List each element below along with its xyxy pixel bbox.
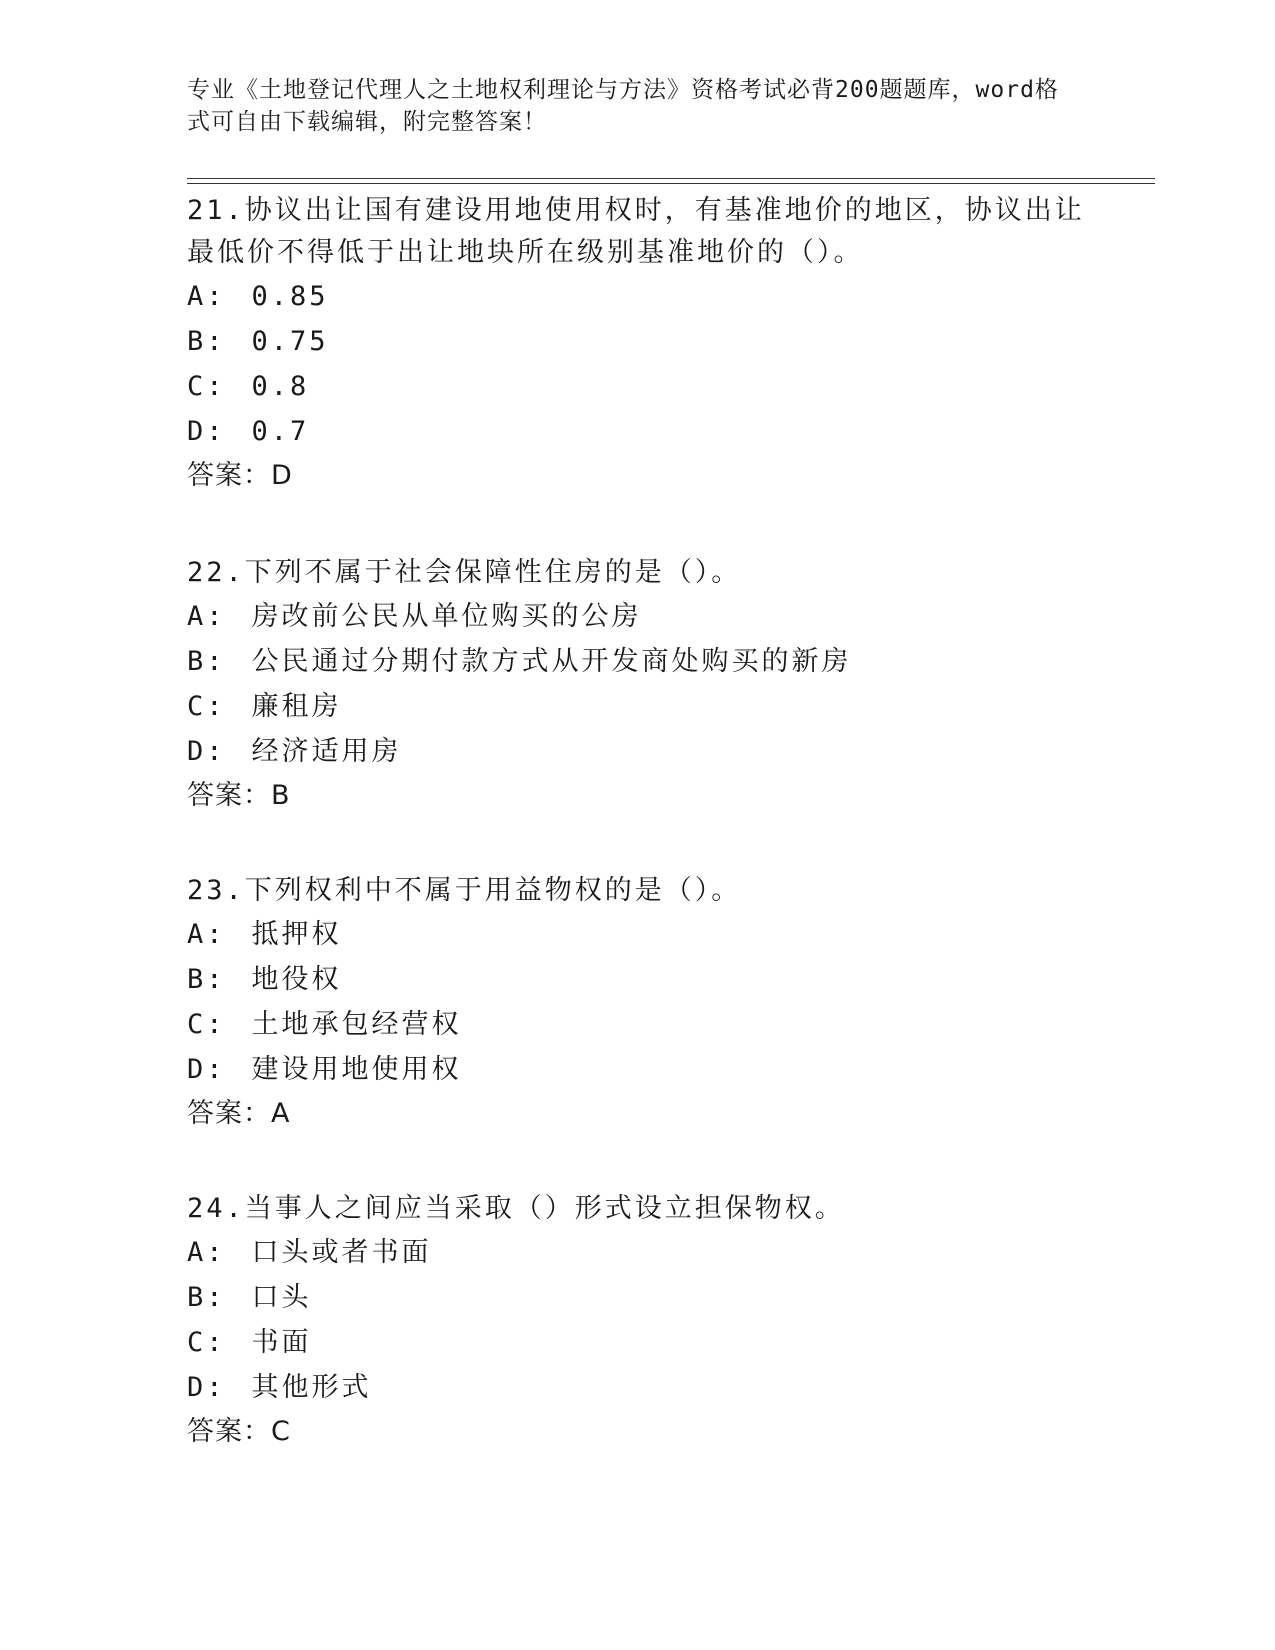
header-divider-top xyxy=(187,178,1155,179)
option-b xyxy=(187,1275,1087,1320)
option-c xyxy=(187,684,1087,729)
option-text: 0.85 xyxy=(251,281,329,312)
option-a xyxy=(187,594,1087,639)
option-letter: C: xyxy=(187,1009,226,1040)
option-text: 土地承包经营权 xyxy=(251,1009,462,1040)
option-a xyxy=(187,1230,1087,1275)
answer-line: 答案：D xyxy=(187,460,293,491)
option-text: 建设用地使用权 xyxy=(251,1054,462,1085)
option-b xyxy=(187,319,1087,364)
option-letter: A: xyxy=(187,281,226,312)
option-letter: C: xyxy=(187,1327,226,1358)
option-text: 书面 xyxy=(251,1327,312,1358)
option-letter: A: xyxy=(187,601,226,632)
option-list xyxy=(187,912,1087,1092)
option-b xyxy=(187,957,1087,1002)
option-text: 口头 xyxy=(251,1282,312,1313)
option-letter: D: xyxy=(187,416,226,447)
question-22 xyxy=(187,552,1087,818)
option-letter: D: xyxy=(187,736,226,767)
option-letter: B: xyxy=(187,1282,226,1313)
option-list xyxy=(187,594,1087,774)
option-text: 其他形式 xyxy=(251,1372,372,1403)
option-text: 地役权 xyxy=(251,964,342,995)
option-text: 经济适用房 xyxy=(251,736,402,767)
option-d xyxy=(187,1365,1087,1410)
option-b xyxy=(187,639,1087,684)
answer-line: 答案：C xyxy=(187,1416,291,1447)
option-text: 0.7 xyxy=(251,416,310,447)
question-24 xyxy=(187,1188,1087,1454)
option-text: 抵押权 xyxy=(251,919,342,950)
question-23 xyxy=(187,870,1087,1136)
option-letter: B: xyxy=(187,964,226,995)
question-title: 21.协议出让国有建设用地使用权时，有基准地价的地区，协议出让最低价不得低于出让地块所在级别基准地价的（）。 xyxy=(187,195,1085,268)
question-21 xyxy=(187,190,1087,498)
option-letter: C: xyxy=(187,691,226,722)
option-d xyxy=(187,409,1087,454)
option-c xyxy=(187,1320,1087,1365)
answer-line: 答案：A xyxy=(187,1098,291,1129)
answer-line: 答案：B xyxy=(187,780,291,811)
option-letter: A: xyxy=(187,919,226,950)
option-a xyxy=(187,912,1087,957)
option-letter: D: xyxy=(187,1054,226,1085)
option-letter: B: xyxy=(187,326,226,357)
option-text: 口头或者书面 xyxy=(251,1237,432,1268)
option-list xyxy=(187,1230,1087,1410)
option-letter: A: xyxy=(187,1237,226,1268)
option-d xyxy=(187,1047,1087,1092)
option-text: 公民通过分期付款方式从开发商处购买的新房 xyxy=(251,646,852,677)
option-c xyxy=(187,1002,1087,1047)
question-title: 22.下列不属于社会保障性住房的是（）。 xyxy=(187,557,742,588)
option-text: 0.75 xyxy=(251,326,329,357)
question-title: 23.下列权利中不属于用益物权的是（）。 xyxy=(187,875,742,906)
option-d xyxy=(187,729,1087,774)
option-letter: D: xyxy=(187,1372,226,1403)
option-letter: C: xyxy=(187,371,226,402)
question-title: 24.当事人之间应当采取（）形式设立担保物权。 xyxy=(187,1193,845,1224)
option-a xyxy=(187,274,1087,319)
option-letter: B: xyxy=(187,646,226,677)
option-list xyxy=(187,274,1087,454)
header-divider-bottom xyxy=(187,183,1155,184)
option-text: 廉租房 xyxy=(251,691,342,722)
option-text: 0.8 xyxy=(251,371,310,402)
option-text: 房改前公民从单位购买的公房 xyxy=(251,601,642,632)
document-header: 专业《土地登记代理人之土地权利理论与方法》资格考试必背200题题库，word格式可自由下载编辑，附完整答案！ xyxy=(187,77,1059,135)
option-c xyxy=(187,364,1087,409)
